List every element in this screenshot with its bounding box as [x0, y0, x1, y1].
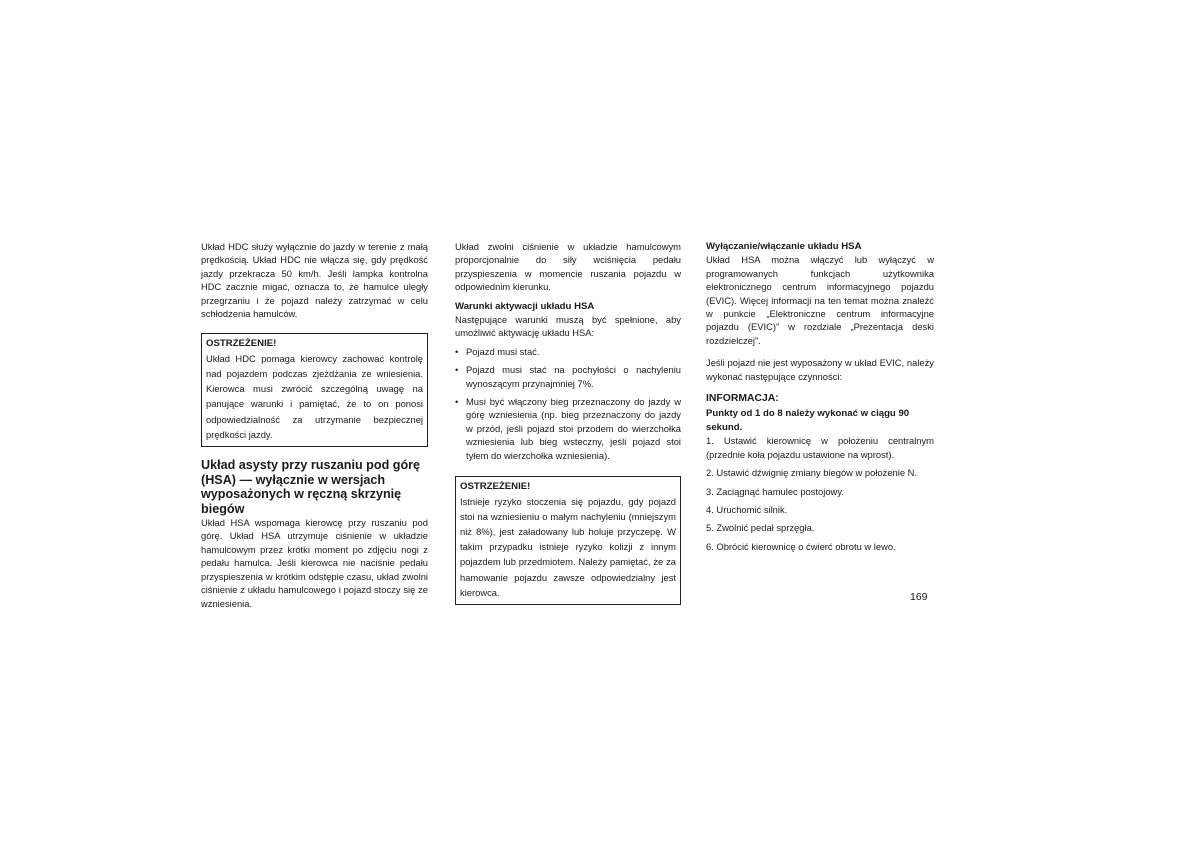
conditions-heading: Warunki aktywacji układu HSA — [455, 300, 595, 312]
bullet-icon: • — [455, 396, 459, 408]
hsa-description-paragraph: Układ HSA wspomaga kierowcę przy ruszaniu pod górę. Układ HSA utrzymuje ciśnienie w układzie hamulcowym przez krótki moment po zdjęciu nogi z pedału hamulca. Jeśli kierowca nie naciśnie pedału przyspieszenia w krótkim odstępie czasu, układ zwolni ciśnienie z układu hamulcowego i pojazd stoczy się ze wzniesienia. — [201, 517, 428, 609]
list-item: 1. Ustawić kierownicę w położeniu centralnym (przednie koła pojazdu ustawione na wprost). — [706, 435, 934, 460]
list-item: 2. Ustawić dźwignię zmiany biegów w położenie N. — [706, 467, 918, 479]
no-evic-paragraph: Jeśli pojazd nie jest wyposażony w układ EVIC, należy wykonać następujące czynności: — [706, 357, 934, 382]
info-text: Punkty od 1 do 8 należy wykonać w ciągu 90 sekund. — [706, 408, 910, 433]
hsa-release-paragraph: Układ zwolni ciśnienie w układzie hamulcowym proporcjonalnie do siły wciśnięcia pedału przyspieszenia w momencie ruszania pojazdu w odpowiednim kierunku. — [455, 241, 681, 293]
list-item: 5. Zwolnić pedał sprzęgła. — [706, 522, 815, 534]
page-number: 169 — [910, 591, 928, 603]
bullet-icon: • — [455, 364, 459, 376]
list-item: 3. Zaciągnąć hamulec postojowy. — [706, 485, 844, 497]
warning-title: OSTRZEŻENIE! — [206, 338, 277, 350]
list-item: • Pojazd musi stać. — [455, 345, 540, 357]
list-item: 6. Obrócić kierownicę o ćwierć obrotu w lewo. — [706, 540, 896, 552]
list-item: • Pojazd musi stać na pochyłości o nachyleniu wynoszącym przynajmniej 7%. — [455, 364, 681, 389]
hsa-toggle-heading: Wyłączanie/włączanie układu HSA — [706, 241, 862, 252]
list-item: 4. Uruchomić silnik. — [706, 503, 788, 515]
steps-list — [706, 434, 934, 553]
evic-paragraph: Układ HSA można włączyć lub wyłączyć w programowanych funkcjach użytkownika elektronicznego centrum informacyjnego pojazdu (EVIC). Więcej informacji na ten temat można znaleźć w punkcie „Elektroniczne centrum informacyjne pojazdu (EVIC)” w rozdziale „Prezentacja deski rozdzielczej”. — [706, 254, 934, 346]
list-item: • Musi być włączony bieg przeznaczony do jazdy w górę wzniesienia (np. bieg przeznaczony do jazdy w przód, jeśli pojazd stoi przodem do wierzchołka wzniesienia lub bieg wsteczny, jeśli pojazd stoi tyłem do wierzchołka wzniesienia). — [455, 396, 681, 461]
warning-box-hdc — [201, 333, 428, 447]
warning-text: Istnieje ryzyko stoczenia się pojazdu, gdy pojazd stoi na wzniesieniu o małym nachyleniu (mniejszym niż 8%), jest załadowany lub holuje przyczepę. W takim przypadku istnieje ryzyko kolizji z innym pojazdem lub przedmiotem. Należy pamiętać, że za hamowanie pojazdu zawsze odpowiedzialny jest kierowca. — [460, 495, 676, 598]
conditions-intro: Następujące warunki muszą być spełnione, aby umożliwić aktywację układu HSA: — [455, 314, 681, 339]
column-left — [201, 240, 428, 610]
warning-title: OSTRZEŻENIE! — [460, 481, 531, 493]
conditions-list — [455, 345, 681, 462]
hdc-intro-paragraph: Układ HDC służy wyłącznie do jazdy w terenie z małą prędkością. Układ HDC nie włącza się, gdy prędkość jazdy przekracza 50 km/h. Jeśli lampka kontrolna HDC zacznie migać, oznacza to, że hamulce uległy przegrzaniu i że pojazd należy zatrzymać w celu schłodzenia hamulców. — [201, 241, 428, 320]
warning-box-hsa — [455, 476, 681, 605]
column-right — [706, 240, 934, 558]
warning-text: Układ HDC pomaga kierowcy zachować kontrolę nad pojazdem podczas zjeżdżania ze wniesienia. Kierowca musi zwrócić szczególną uwagę na panujące warunki i pamiętać, że to on ponosi odpowiedzialność za utrzymanie bezpiecznej prędkości jazdy. — [206, 352, 423, 440]
info-heading: INFORMACJA: — [706, 393, 779, 405]
column-middle — [455, 240, 681, 605]
hsa-section-heading: Układ asysty przy ruszaniu pod górę (HSA) — wyłącznie w wersjach wyposażonych w ręczną skrzynię biegów — [201, 458, 421, 516]
bullet-icon: • — [455, 345, 459, 357]
